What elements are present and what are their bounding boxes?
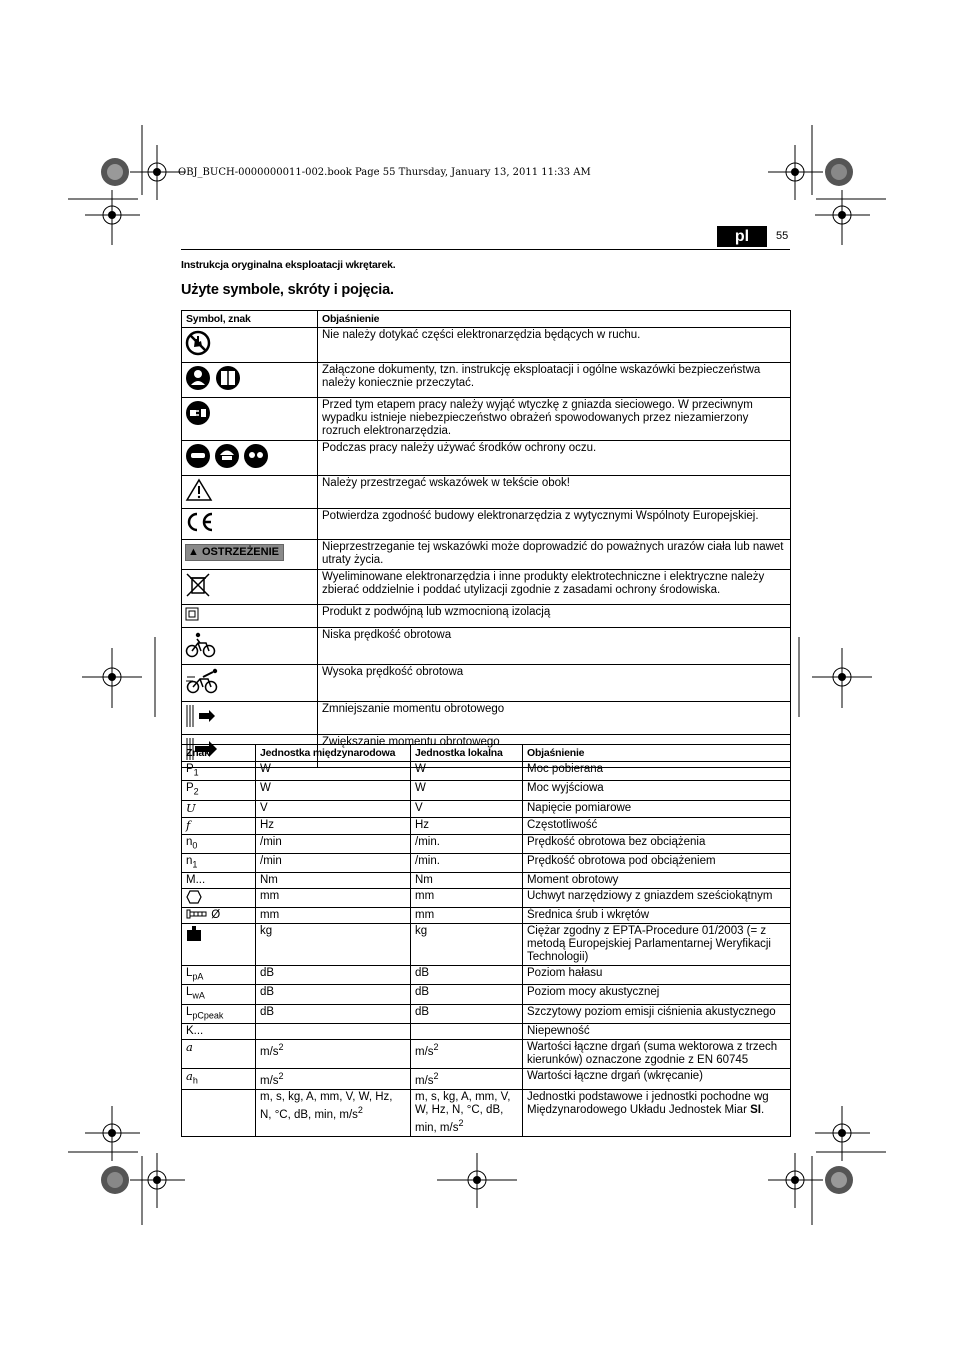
sign-cell — [182, 924, 256, 966]
table-row — [182, 363, 791, 398]
sign-cell — [182, 1004, 256, 1023]
intl-unit-cell: dB — [256, 966, 411, 985]
table-row — [182, 908, 791, 924]
local-unit-cell: W — [411, 762, 523, 781]
sign-symbol: L — [186, 1005, 193, 1018]
table-row — [182, 1024, 791, 1040]
table-row — [182, 628, 791, 665]
symbol-description: Nie należy dotykać części elektronarzędzia będących w ruchu. — [318, 328, 791, 363]
sign-cell — [182, 1069, 256, 1090]
table-row — [182, 398, 791, 441]
read-manual-icon — [185, 365, 241, 391]
column-header: Znak — [182, 745, 256, 762]
screw-icon — [186, 909, 208, 919]
warning-triangle-icon — [185, 478, 213, 502]
warning-label — [185, 544, 284, 561]
sign-subscript: wA — [192, 990, 205, 1001]
local-unit-cell: m, s, kg, A, mm, V, W, Hz, N, °C, dB, min, $m/s^2$ — [411, 1089, 523, 1136]
sign-symbol: L — [186, 967, 193, 980]
sign-symbol: K... — [186, 1025, 204, 1038]
table-row — [182, 853, 791, 872]
sign-symbol: M... — [186, 874, 206, 887]
unit-description: Poziom hałasu — [523, 966, 791, 985]
table-row — [182, 570, 791, 605]
sign-cell — [182, 834, 256, 853]
sign-symbol: Ø — [208, 909, 221, 922]
sign-symbol: n — [186, 854, 193, 867]
local-unit-cell: mm — [411, 908, 523, 924]
document-subtitle: Instrukcja oryginalna eksploatacji wkrętarek. — [181, 259, 396, 271]
symbol-description: Zmniejszanie momentu obrotowego — [318, 702, 791, 735]
sign-cell — [182, 985, 256, 1004]
sign-symbol: P — [186, 782, 194, 795]
table-row — [182, 665, 791, 702]
sign-cell — [182, 889, 256, 908]
intl-unit-cell: Hz — [256, 817, 411, 834]
unit-description: Średnica śrub i wkrętów — [523, 908, 791, 924]
unit-description: Prędkość obrotowa bez obciążenia — [523, 834, 791, 853]
table-row — [182, 966, 791, 985]
sign-cell — [182, 1040, 256, 1069]
units-table-body — [182, 762, 791, 1137]
low-speed-icon — [185, 630, 217, 658]
table-row — [182, 328, 791, 363]
high-speed-icon — [185, 667, 221, 695]
sign-cell — [182, 966, 256, 985]
table-row — [182, 476, 791, 509]
unit-description: Uchwyt narzędziowy z gniazdem sześciokątnym — [523, 889, 791, 908]
sign-cell — [182, 800, 256, 817]
unit-description: Moc wyjściowa — [523, 781, 791, 800]
weight-icon — [186, 925, 202, 941]
symbol-description: Przed tym etapem pracy należy wyjąć wtyczkę z gniazda sieciowego. W przeciwnym wypadku istnieje niebezpieczeństwo obrażeń spowodowanych przez niezamierzony rozruch elektronarzędzia. — [318, 398, 791, 441]
sign-symbol: P — [186, 763, 194, 775]
torque-decrease-icon — [185, 704, 217, 728]
double-insulation-icon — [185, 607, 199, 621]
table-row — [182, 873, 791, 889]
sign-subscript: h — [192, 1075, 198, 1086]
table-row — [182, 441, 791, 476]
intl-unit-cell: /min — [256, 834, 411, 853]
local-unit-cell: Hz — [411, 817, 523, 834]
intl-unit-cell: dB — [256, 1004, 411, 1023]
intl-unit-cell: W — [256, 781, 411, 800]
unit-description: Niepewność — [523, 1024, 791, 1040]
local-unit-cell: dB — [411, 985, 523, 1004]
table-row — [182, 924, 791, 966]
column-header: Objaśnienie — [523, 745, 791, 762]
column-header: Jednostka międzynarodowa — [256, 745, 411, 762]
intl-unit-cell: Nm — [256, 873, 411, 889]
local-unit-cell: Nm — [411, 873, 523, 889]
symbol-description: Niska prędkość obrotowa — [318, 628, 791, 665]
local-unit-cell: W — [411, 781, 523, 800]
section-title: Użyte symbole, skróty i pojęcia. — [181, 282, 394, 298]
symbol-description: Należy przestrzegać wskazówek w tekście obok! — [318, 476, 791, 509]
local-unit-cell: dB — [411, 966, 523, 985]
table-row — [182, 762, 791, 781]
local-unit-cell: $m/s^2$ — [411, 1040, 523, 1069]
header-rule — [181, 249, 790, 250]
local-unit-cell: kg — [411, 924, 523, 966]
sign-cell — [182, 762, 256, 781]
weee-bin-icon — [185, 572, 211, 598]
sign-cell — [182, 873, 256, 889]
unit-description: Moment obrotowy — [523, 873, 791, 889]
intl-unit-cell: kg — [256, 924, 411, 966]
table-row — [182, 540, 791, 570]
table-row — [182, 834, 791, 853]
intl-unit-cell: m, s, kg, A, mm, V, W, Hz, N, °C, dB, min, $m/s^2$ — [256, 1089, 411, 1136]
sign-cell — [182, 1089, 256, 1136]
sign-symbol: f — [186, 817, 191, 832]
table-row — [182, 702, 791, 735]
symbol-description: Produkt z podwójną lub wzmocnioną izolacją — [318, 605, 791, 628]
unit-description: Prędkość obrotowa pod obciążeniem — [523, 853, 791, 872]
sign-subscript: pA — [192, 971, 204, 982]
table-header-row — [182, 311, 791, 328]
symbol-description: Nieprzestrzeganie tej wskazówki może doprowadzić do poważnych urazów ciała lub nawet utraty życia. — [318, 540, 791, 570]
unit-description: Ciężar zgodny z EPTA-Procedure 01/2003 (= z metodą Europejskiej Parlamentarnej Weryfikacji Technologii) — [523, 924, 791, 966]
local-unit-cell: mm — [411, 889, 523, 908]
intl-unit-cell: W — [256, 762, 411, 781]
column-header: Jednostka lokalna — [411, 745, 523, 762]
column-header: Symbol, znak — [182, 311, 318, 328]
column-header: Objaśnienie — [318, 311, 791, 328]
table-row — [182, 985, 791, 1004]
sign-cell — [182, 781, 256, 800]
table-row — [182, 889, 791, 908]
symbols-table — [181, 310, 791, 768]
book-info: OBJ_BUCH-0000000011-002.book Page 55 Thursday, January 13, 2011 11:33 AM — [178, 167, 591, 178]
symbol-description: Wysoka prędkość obrotowa — [318, 665, 791, 702]
sign-subscript: 2 — [193, 786, 199, 797]
table-row — [182, 1040, 791, 1069]
local-unit-cell: V — [411, 800, 523, 817]
intl-unit-cell: V — [256, 800, 411, 817]
sign-subscript: pCpeak — [192, 1010, 224, 1021]
unit-description: Wartości łączne drgań (wkręcanie) — [523, 1069, 791, 1090]
table-row — [182, 781, 791, 800]
sign-symbol: n — [186, 835, 193, 848]
sign-symbol: L — [186, 986, 193, 999]
unit-description: Napięcie pomiarowe — [523, 800, 791, 817]
sign-symbol: U — [186, 800, 196, 815]
eye-protection-icon — [185, 443, 269, 469]
sign-cell — [182, 817, 256, 834]
sign-symbol: a — [186, 1040, 193, 1055]
local-unit-cell: dB — [411, 1004, 523, 1023]
unit-description: Moc pobierana — [523, 762, 791, 781]
table-row — [182, 605, 791, 628]
table-row — [182, 1069, 791, 1090]
sign-subscript: 1 — [193, 767, 199, 778]
table-row — [182, 800, 791, 817]
do-not-touch-moving-parts-icon — [185, 330, 211, 356]
unit-description: Szczytowy poziom emisji ciśnienia akustycznego — [523, 1004, 791, 1023]
table-row — [182, 1089, 791, 1136]
sign-subscript: 1 — [192, 859, 198, 870]
language-tab: pl — [717, 226, 767, 247]
unit-description: Częstotliwość — [523, 817, 791, 834]
local-unit-cell: $m/s^2$ — [411, 1069, 523, 1090]
sign-cell — [182, 1024, 256, 1040]
symbol-description: Załączone dokumenty, tzn. instrukcję eksploatacji i ogólne wskazówki bezpieczeństwa należy koniecznie przeczytać. — [318, 363, 791, 398]
intl-unit-cell: /min — [256, 853, 411, 872]
intl-unit-cell: dB — [256, 985, 411, 1004]
unit-description: Jednostki podstawowe i jednostki pochodne wg Międzynarodowego Układu Jednostek Miar SI. — [523, 1089, 791, 1136]
intl-unit-cell: $m/s^2$ — [256, 1069, 411, 1090]
table-row — [182, 509, 791, 540]
local-unit-cell: /min. — [411, 834, 523, 853]
intl-unit-cell — [256, 1024, 411, 1040]
intl-unit-cell: mm — [256, 889, 411, 908]
symbol-description: Podczas pracy należy używać środków ochrony oczu. — [318, 441, 791, 476]
ce-mark-icon — [185, 511, 215, 533]
local-unit-cell — [411, 1024, 523, 1040]
page-number: 55 — [776, 230, 789, 242]
table-row — [182, 817, 791, 834]
warning-triangle-icon: ▲ — [188, 546, 199, 558]
warning-label-text: OSTRZEŻENIE — [201, 546, 279, 558]
sign-subscript: 0 — [192, 839, 198, 850]
symbol-description: Potwierdza zgodność budowy elektronarzędzia z wytycznymi Wspólnoty Europejskiej. — [318, 509, 791, 540]
local-unit-cell: /min. — [411, 853, 523, 872]
table-row — [182, 1004, 791, 1023]
hexagon-icon — [186, 890, 202, 904]
unit-description: Poziom mocy akustycznej — [523, 985, 791, 1004]
sign-cell — [182, 908, 256, 924]
intl-unit-cell: mm — [256, 908, 411, 924]
unplug-icon — [185, 400, 211, 426]
symbol-description: Zwiększanie momentu obrotowego — [318, 735, 791, 768]
sign-cell — [182, 853, 256, 872]
table-header-row — [182, 745, 791, 762]
symbol-description: Wyeliminowane elektronarzędzia i inne produkty elektrotechniczne i elektryczne należy zbierać oddzielnie i poddać utylizacji zgodnie z zasadami ochrony środowiska. — [318, 570, 791, 605]
intl-unit-cell: $m/s^2$ — [256, 1040, 411, 1069]
sign-symbol: a — [186, 1069, 193, 1084]
unit-description: Wartości łączne drgań (suma wektorowa z trzech kierunków) oznaczone zgodnie z EN 60745 — [523, 1040, 791, 1069]
units-table — [181, 744, 791, 1137]
